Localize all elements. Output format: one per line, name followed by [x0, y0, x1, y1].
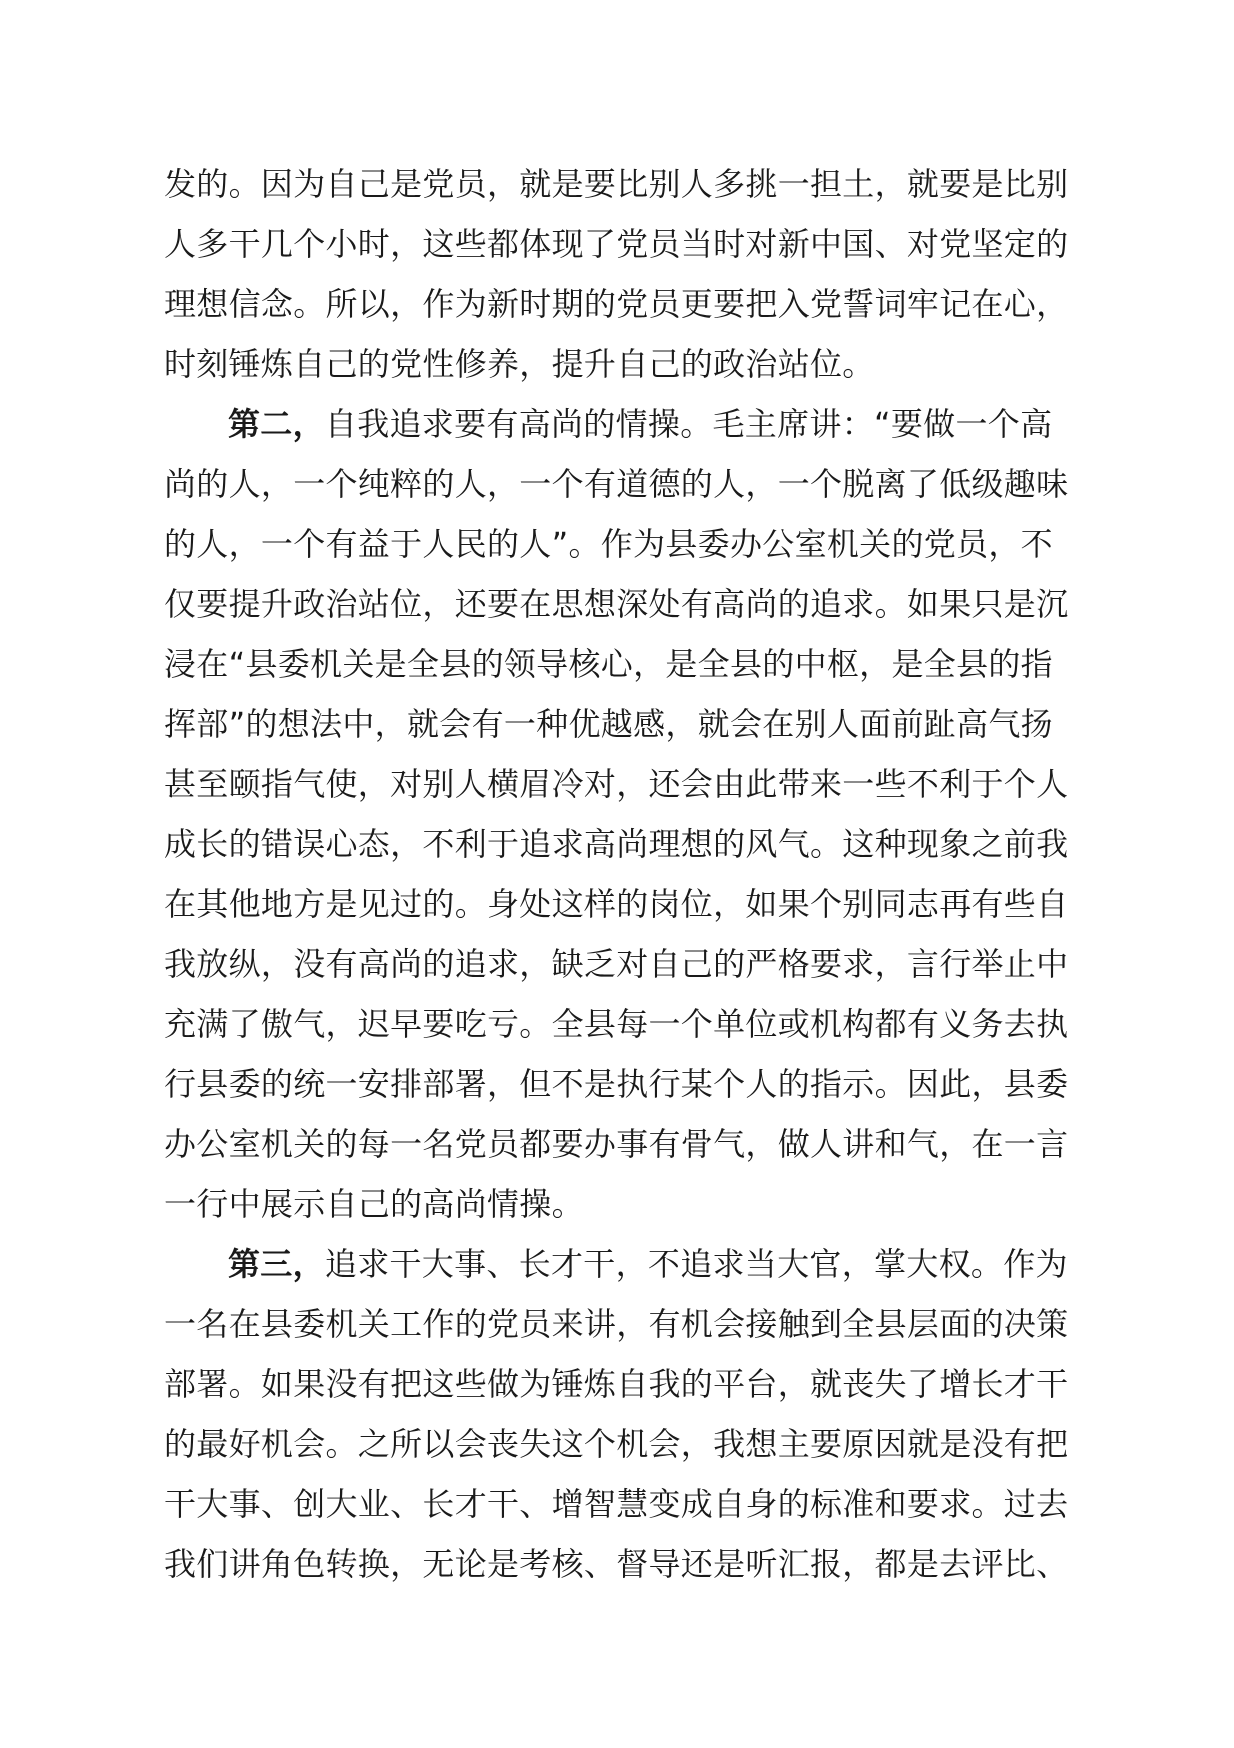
text-line: 发的。因为自己是党员，就是要比别人多挑一担土，就要是比别	[164, 165, 1069, 203]
text-line: 人多干几个小时，这些都体现了党员当时对新中国、对党坚定的	[164, 225, 1069, 263]
text-line: 理想信念。所以，作为新时期的党员更要把入党誓词牢记在心，	[164, 285, 1069, 323]
text-line: 我放纵，没有高尚的追求，缺乏对自己的严格要求，言行举止中	[164, 945, 1069, 983]
text-line: 仅要提升政治站位，还要在思想深处有高尚的追求。如果只是沉	[164, 585, 1069, 623]
text-line: 部署。如果没有把这些做为锤炼自我的平台，就丧失了增长才干	[164, 1365, 1069, 1403]
paragraph-2-first-line	[164, 394, 1104, 454]
text-line: 办公室机关的每一名党员都要办事有骨气，做人讲和气，在一言	[164, 1125, 1069, 1163]
text-line: 我们讲角色转换，无论是考核、督导还是听汇报，都是去评比、	[164, 1545, 1069, 1583]
text-line: 的人，一个有益于人民的人”。作为县委办公室机关的党员，不	[164, 525, 1053, 563]
text-line: 时刻锤炼自己的党性修养，提升自己的政治站位。	[164, 345, 875, 383]
text-line: 的最好机会。之所以会丧失这个机会，我想主要原因就是没有把	[164, 1425, 1069, 1463]
paragraph-3-first-line	[164, 1234, 1104, 1294]
text-line: 成长的错误心态，不利于追求高尚理想的风气。这种现象之前我	[164, 825, 1069, 863]
paragraph-3-lead: 第三，	[228, 1245, 325, 1283]
text-line: 在其他地方是见过的。身处这样的岗位，如果个别同志再有些自	[164, 885, 1069, 923]
paragraph-3-first-line-text: 追求干大事、长才干，不追求当大官，掌大权。作为	[324, 1245, 1068, 1283]
text-line: 一名在县委机关工作的党员来讲，有机会接触到全县层面的决策	[164, 1305, 1069, 1343]
text-line: 充满了傲气，迟早要吃亏。全县每一个单位或机构都有义务去执	[164, 1005, 1069, 1043]
text-line: 浸在“县委机关是全县的领导核心，是全县的中枢，是全县的指	[164, 645, 1053, 683]
paragraph-2-first-line-text: 自我追求要有高尚的情操。毛主席讲：“要做一个高	[324, 405, 1053, 443]
text-line: 行县委的统一安排部署，但不是执行某个人的指示。因此，县委	[164, 1065, 1069, 1103]
text-line: 甚至颐指气使，对别人横眉冷对，还会由此带来一些不利于个人	[164, 765, 1069, 803]
text-line: 挥部”的想法中，就会有一种优越感，就会在别人面前趾高气扬	[164, 705, 1053, 743]
text-line: 干大事、创大业、长才干、增智慧变成自身的标准和要求。过去	[164, 1485, 1069, 1523]
text-line: 一行中展示自己的高尚情操。	[164, 1185, 584, 1223]
body-text	[164, 154, 1104, 1594]
paragraph-2-lead: 第二，	[228, 405, 325, 443]
text-line: 尚的人，一个纯粹的人，一个有道德的人，一个脱离了低级趣味	[164, 465, 1069, 503]
